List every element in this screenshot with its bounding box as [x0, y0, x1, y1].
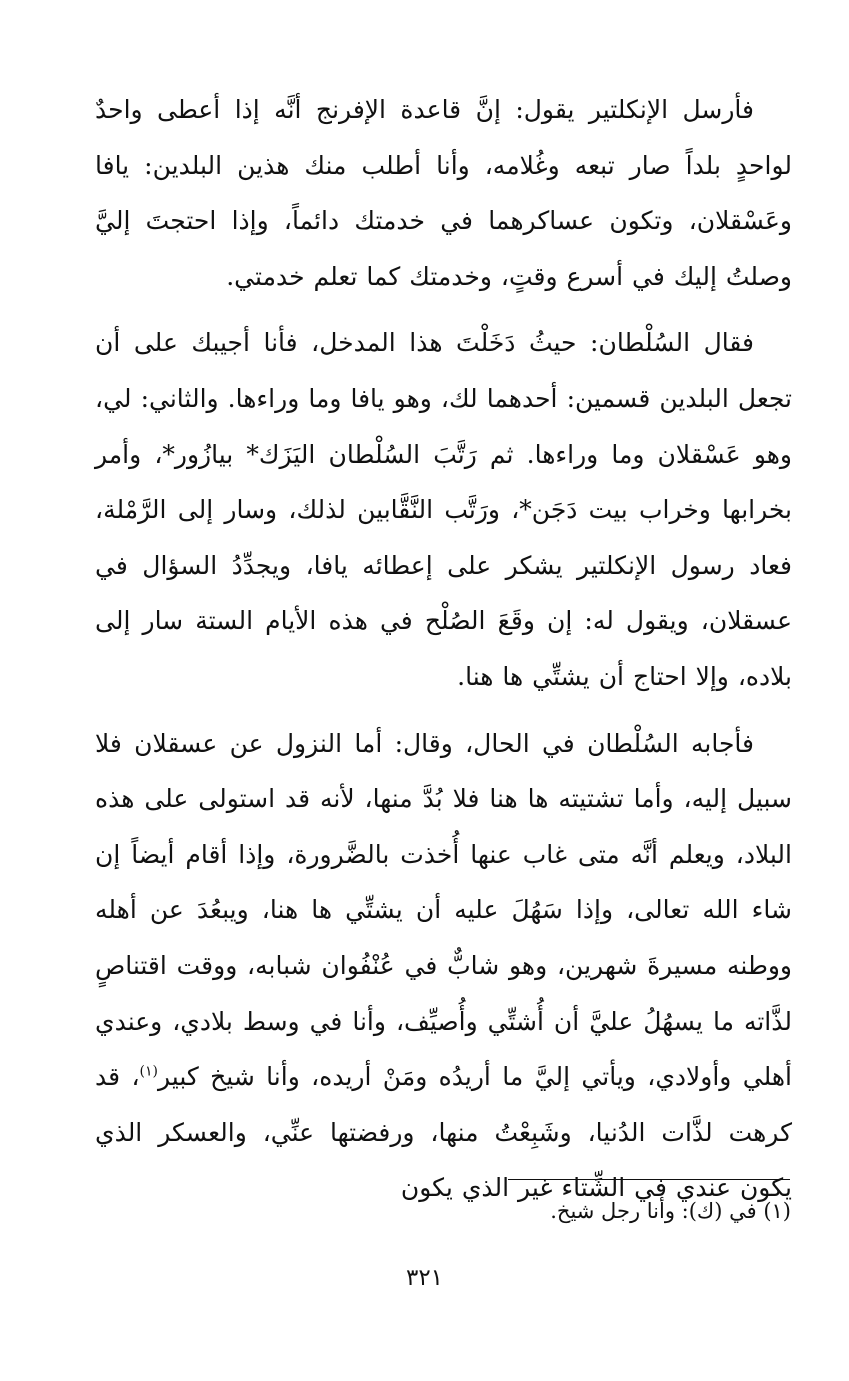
paragraph-3-text-before-note: فأجابه السُلْطان في الحال، وقال: أما النزول عن عسقلان فلا سبيل إليه، وأما تشتيته ها هنا فلا بُدَّ منها، لأنه قد استولى على هذه البلاد، ويعلم أنَّه متى غاب عنها أُخذت بالضَّرورة، وإذا أقام أيضاً إن شاء الله تعالى، وإذا سَهُلَ عليه أن يشتِّي ها هنا، ويبعُدَ عن أهله ووطنه مسيرةَ شهرين، وهو شابٌّ في عُنْفُوان شبابه، ووقت اقتناصٍ لذَّاته ما يسهُلُ عليَّ أن أُشتِّي وأُصيِّف، وأنا في وسط بلادي، وعندي أهلي وأولادي، ويأتي إليَّ ما أريدُه ومَنْ أريده، وأنا شيخ كبير: [95, 728, 792, 1092]
footnote-divider: [508, 1179, 790, 1180]
paragraph-3: [95, 716, 792, 1216]
paragraph-2: فقال السُلْطان: حيثُ دَخَلْتَ هذا المدخل، فأنا أجيبك على أن تجعل البلدين قسمين: أحدهما لك، وهو يافا وما وراءها. والثاني: لي، وهو عَسْقلان وما وراءها. ثم رَتَّبَ السُلْطان اليَزَك* بيازُور*، وأمر بخرابها وخراب بيت دَجَن*، ورَتَّب النَّقَّابين لذلك، وسار إلى الرَّمْلة، فعاد رسول الإنكلتير يشكر على إعطائه يافا، ويجدِّدُ السؤال في عسقلان، ويقول له: إن وقَعَ الصُلْح في هذه الأيام الستة سار إلى بلاده، وإلا احتاج أن يشتِّي ها هنا.: [95, 328, 792, 691]
page-body: [95, 82, 792, 1216]
page-number: ٣٢١: [405, 1265, 444, 1291]
footnote-text: (١) في (ك): وأنا رجل شيخ.: [550, 1199, 791, 1223]
paragraph-3-text-after-note: ، قد كرهت لذَّات الدُنيا، وشَبِعْتُ منها، ورفضتها عنِّي، والعسكر الذي يكون عندي في الشِّتاء غير الذي يكون: [95, 1062, 792, 1203]
footnote-marker: (١): [139, 1063, 158, 1080]
paragraph-1: فأرسل الإنكلتير يقول: إنَّ قاعدة الإفرنج أنَّه إذا أعطى واحدٌ لواحدٍ بلداً صار تبعه وغُلامه، وأنا أطلب منك هذين البلدين: يافا وعَسْقلان، وتكون عساكرهما في خدمتك دائماً، وإذا احتجتَ إليَّ وصلتُ إليك في أسرع وقتٍ، وخدمتك كما تعلم خدمتي.: [95, 95, 792, 291]
